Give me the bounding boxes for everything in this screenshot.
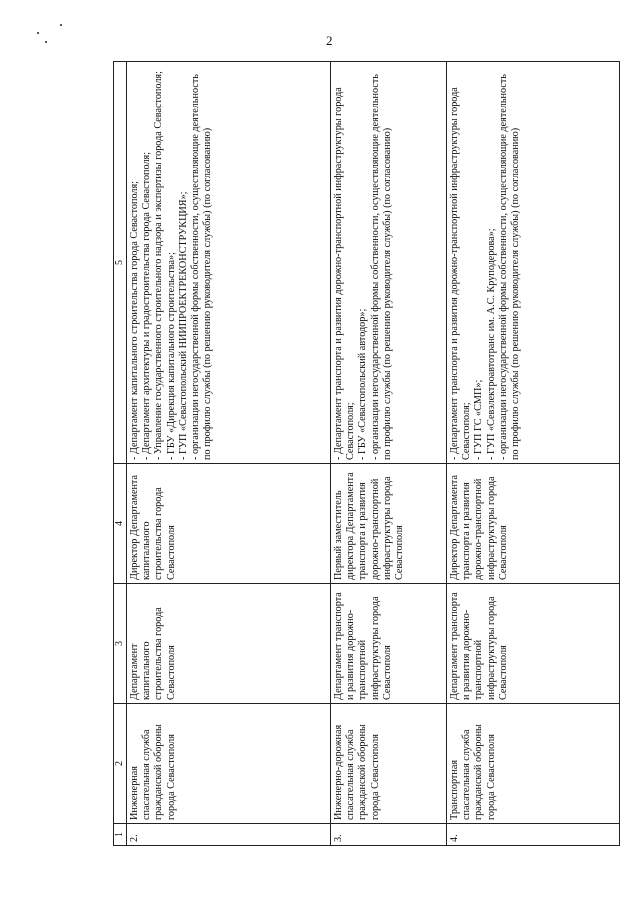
member-item: - ГБУ «Дирекция капитального строительства»; [165, 252, 177, 460]
row-number: 4. [447, 824, 620, 846]
responsible-department: Департамент транспорта и развития дорожно-транспортной инфраструктуры города Севастополя [331, 584, 447, 704]
member-item: - Департамент транспорта и развития дорожно-транспортной инфраструктуры города Севастополя; [333, 87, 357, 460]
responsible-department: Департамент капитального строительства города Севастополя [127, 584, 331, 704]
member-item: - ГУП «Севастопольский НИИПРОЕКТРЕКОНСТРУКЦИЯ»; [177, 191, 189, 460]
column-header-3: 3 [114, 584, 127, 704]
service-members [331, 62, 447, 464]
service-head: Директор Департамента транспорта и развития дорожно-транспортной инфраструктуры города Севастополя [447, 464, 620, 584]
service-name: Транспортная спасательная служба гражданской обороны города Севастополя [447, 704, 620, 824]
column-header-1: 1 [114, 824, 127, 846]
table-header-row [114, 62, 127, 846]
member-item: - ГУП ГС «СМП»; [473, 379, 485, 460]
row-number: 2. [127, 824, 331, 846]
row-number: 3. [331, 824, 447, 846]
scan-speck [37, 32, 39, 34]
service-members [447, 62, 620, 464]
scan-speck [60, 24, 62, 26]
member-item: - организации негосударственной формы собственности, осуществляющие деятельность по профилю службы (по решению руководителя службы) (по согласованию) [369, 74, 393, 460]
table-row [127, 62, 331, 846]
scan-speck [45, 41, 47, 43]
page-number: 2 [326, 33, 333, 48]
service-head: Директор Департамента капитального строительства города Севастополя [127, 464, 331, 584]
table-row [331, 62, 447, 846]
member-item: - ГУП «Севэлектроавтотранс им. А.С. Круподерова»; [485, 228, 497, 460]
service-members [127, 62, 331, 464]
member-item: - Департамент транспорта и развития дорожно-транспортной инфраструктуры города Севастополя; [449, 87, 473, 460]
member-item: - организации негосударственной формы собственности, осуществляющие деятельность по профилю службы (по решению руководителя службы) (по согласованию) [190, 74, 214, 460]
member-item: - ГБУ «Севастопольский автодор»; [357, 308, 369, 460]
table-row [447, 62, 620, 846]
responsible-department: Департамент транспорта и развития дорожно-транспортной инфраструктуры города Севастополя [447, 584, 620, 704]
service-head: Первый заместитель директора Департамента транспорта и развития дорожно-транспортной инфраструктуры города Севастополя [331, 464, 447, 584]
services-table [113, 61, 620, 846]
column-header-5: 5 [114, 62, 127, 464]
service-name: Инженерная спасательная служба гражданской обороны города Севастополя [127, 704, 331, 824]
services-table-rotated [113, 61, 623, 846]
member-item: - Департамент архитектуры и градостроительства города Севастополя; [141, 151, 153, 460]
service-name: Инженерно-дорожная спасательная служба гражданской обороны города Севастополя [331, 704, 447, 824]
column-header-2: 2 [114, 704, 127, 824]
member-item: - Департамент капитального строительства города Севастополя; [129, 180, 140, 460]
member-item: - Управление государственного строительного надзора и экспертизы города Севастополя; [153, 71, 165, 460]
column-header-4: 4 [114, 464, 127, 584]
member-item: - организации негосударственной формы собственности, осуществляющие деятельность по профилю службы (по решению руководителя службы) (по согласованию) [497, 74, 522, 460]
